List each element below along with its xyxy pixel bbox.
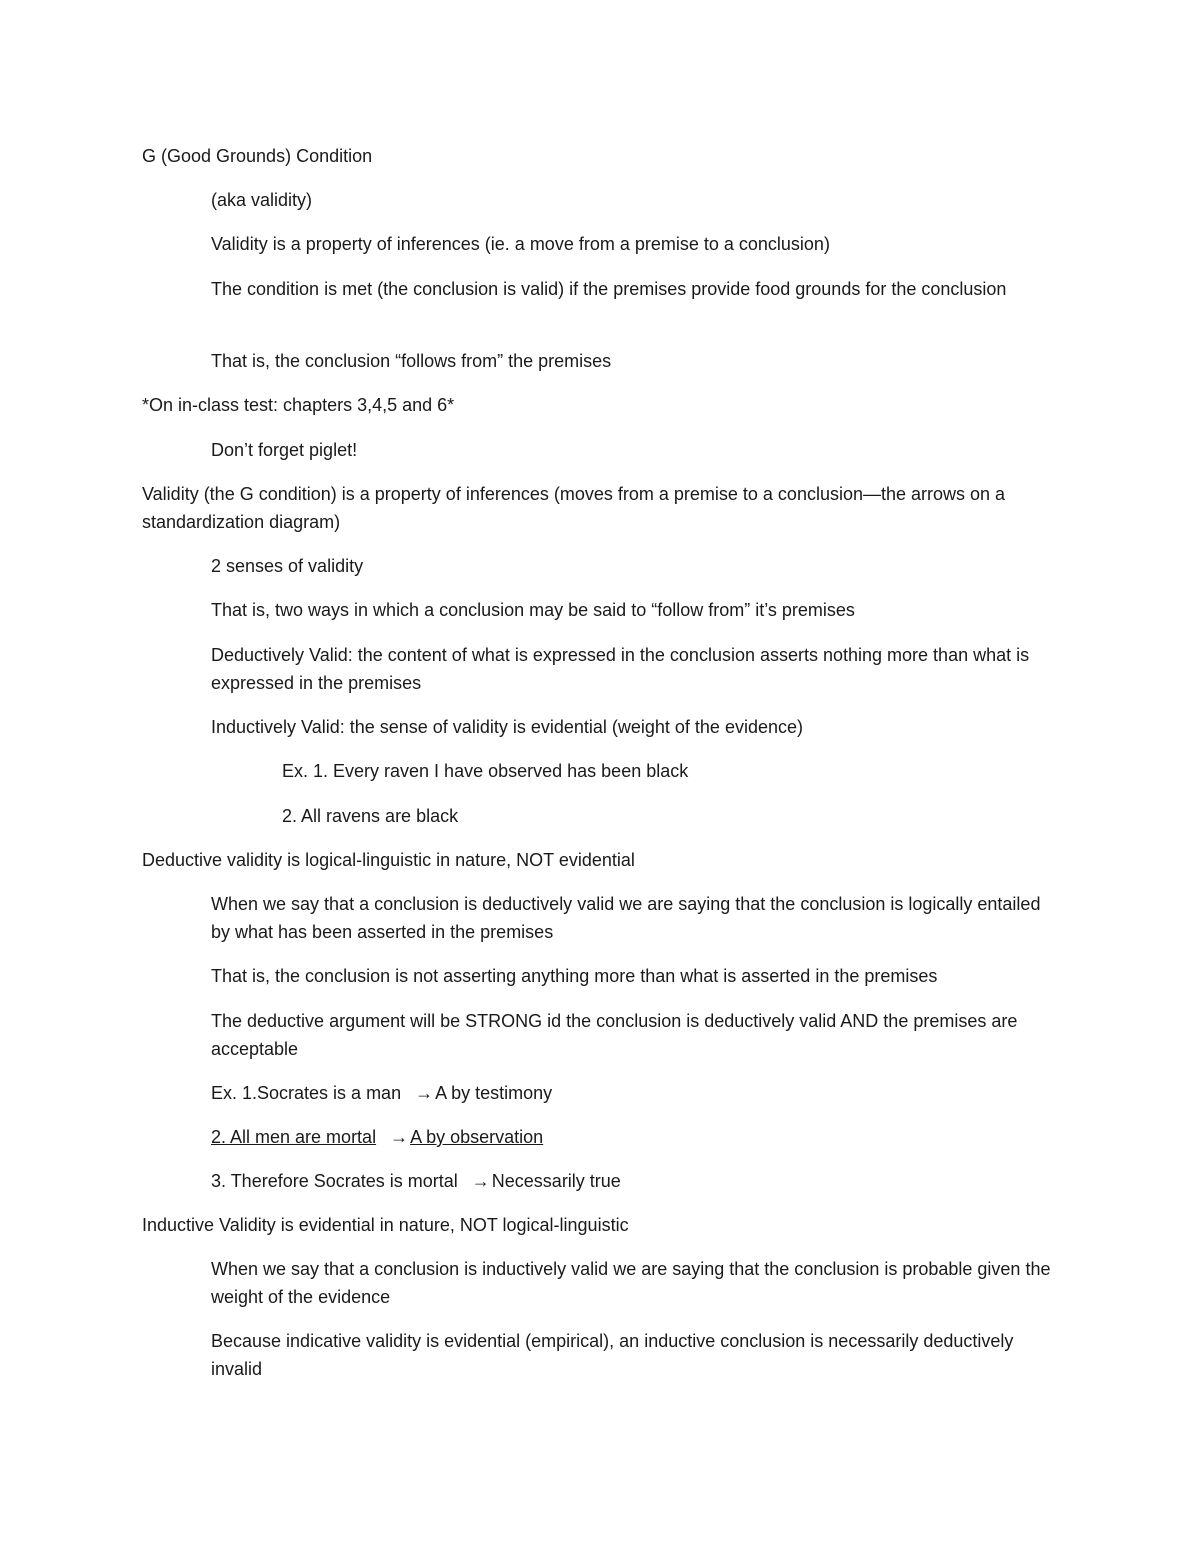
validity-g-paragraph: Validity (the G condition) is a property of inferences (moves from a premise to a conclusion—the arrows on a standardization diagram) xyxy=(142,484,1006,532)
deductive-nature-line: Deductive validity is logical-linguistic in nature, NOT evidential xyxy=(142,850,635,870)
socrates-note-2: A by observation xyxy=(410,1127,544,1147)
deductive-not-asserting-line: That is, the conclusion is not asserting anything more than what is asserted in the premises xyxy=(211,966,938,986)
socrates-line-3 xyxy=(211,1167,1061,1195)
raven-example-2: 2. All ravens are black xyxy=(282,806,459,826)
inductively-valid-line: Inductively Valid: the sense of validity is evidential (weight of the evidence) xyxy=(211,717,803,737)
inductive-because-paragraph: Because indicative validity is evidential (empirical), an inductive conclusion is necessarily deductively invalid xyxy=(211,1331,1014,1379)
socrates-note-3: Necessarily true xyxy=(491,1171,621,1191)
raven-example-1: Ex. 1. Every raven I have observed has been black xyxy=(282,761,689,781)
arrow-right-icon: → xyxy=(390,1127,409,1147)
follows-from-line: That is, the conclusion “follows from” the premises xyxy=(211,351,612,371)
inductive-when-paragraph: When we say that a conclusion is inductively valid we are saying that the conclusion is probable given the weight of the evidence xyxy=(211,1259,1051,1307)
inductive-nature-line: Inductive Validity is evidential in nature, NOT logical-linguistic xyxy=(142,1215,629,1235)
socrates-premise-2: 2. All men are mortal xyxy=(211,1127,377,1147)
socrates-line-2 xyxy=(211,1123,1061,1151)
aka-validity: (aka validity) xyxy=(211,190,313,210)
arrow-right-icon: → xyxy=(471,1171,490,1191)
socrates-conclusion: 3. Therefore Socrates is mortal xyxy=(211,1171,458,1191)
deductive-when-paragraph: When we say that a conclusion is deductively valid we are saying that the conclusion is logically entailed by what has been asserted in the premises xyxy=(211,894,1041,942)
deductive-strong-paragraph: The deductive argument will be STRONG id the conclusion is deductively valid AND the premises are acceptable xyxy=(211,1011,1018,1059)
deductively-valid-paragraph: Deductively Valid: the content of what is expressed in the conclusion asserts nothing more than what is expressed in the premises xyxy=(211,645,1030,693)
arrow-right-icon: → xyxy=(415,1083,434,1103)
socrates-note-1: A by testimony xyxy=(435,1083,553,1103)
two-senses-line: 2 senses of validity xyxy=(211,556,364,576)
socrates-line-1 xyxy=(211,1079,1061,1107)
test-note: *On in-class test: chapters 3,4,5 and 6* xyxy=(142,395,455,415)
heading-good-grounds: G (Good Grounds) Condition xyxy=(142,146,373,166)
condition-met-paragraph: The condition is met (the conclusion is valid) if the premises provide food grounds for the conclusion xyxy=(211,279,1007,299)
socrates-premise-1: Ex. 1.Socrates is a man xyxy=(211,1083,402,1103)
validity-property-line: Validity is a property of inferences (ie. a move from a premise to a conclusion) xyxy=(211,234,830,254)
piglet-note: Don’t forget piglet! xyxy=(211,440,358,460)
two-ways-line: That is, two ways in which a conclusion may be said to “follow from” it’s premises xyxy=(211,600,855,620)
